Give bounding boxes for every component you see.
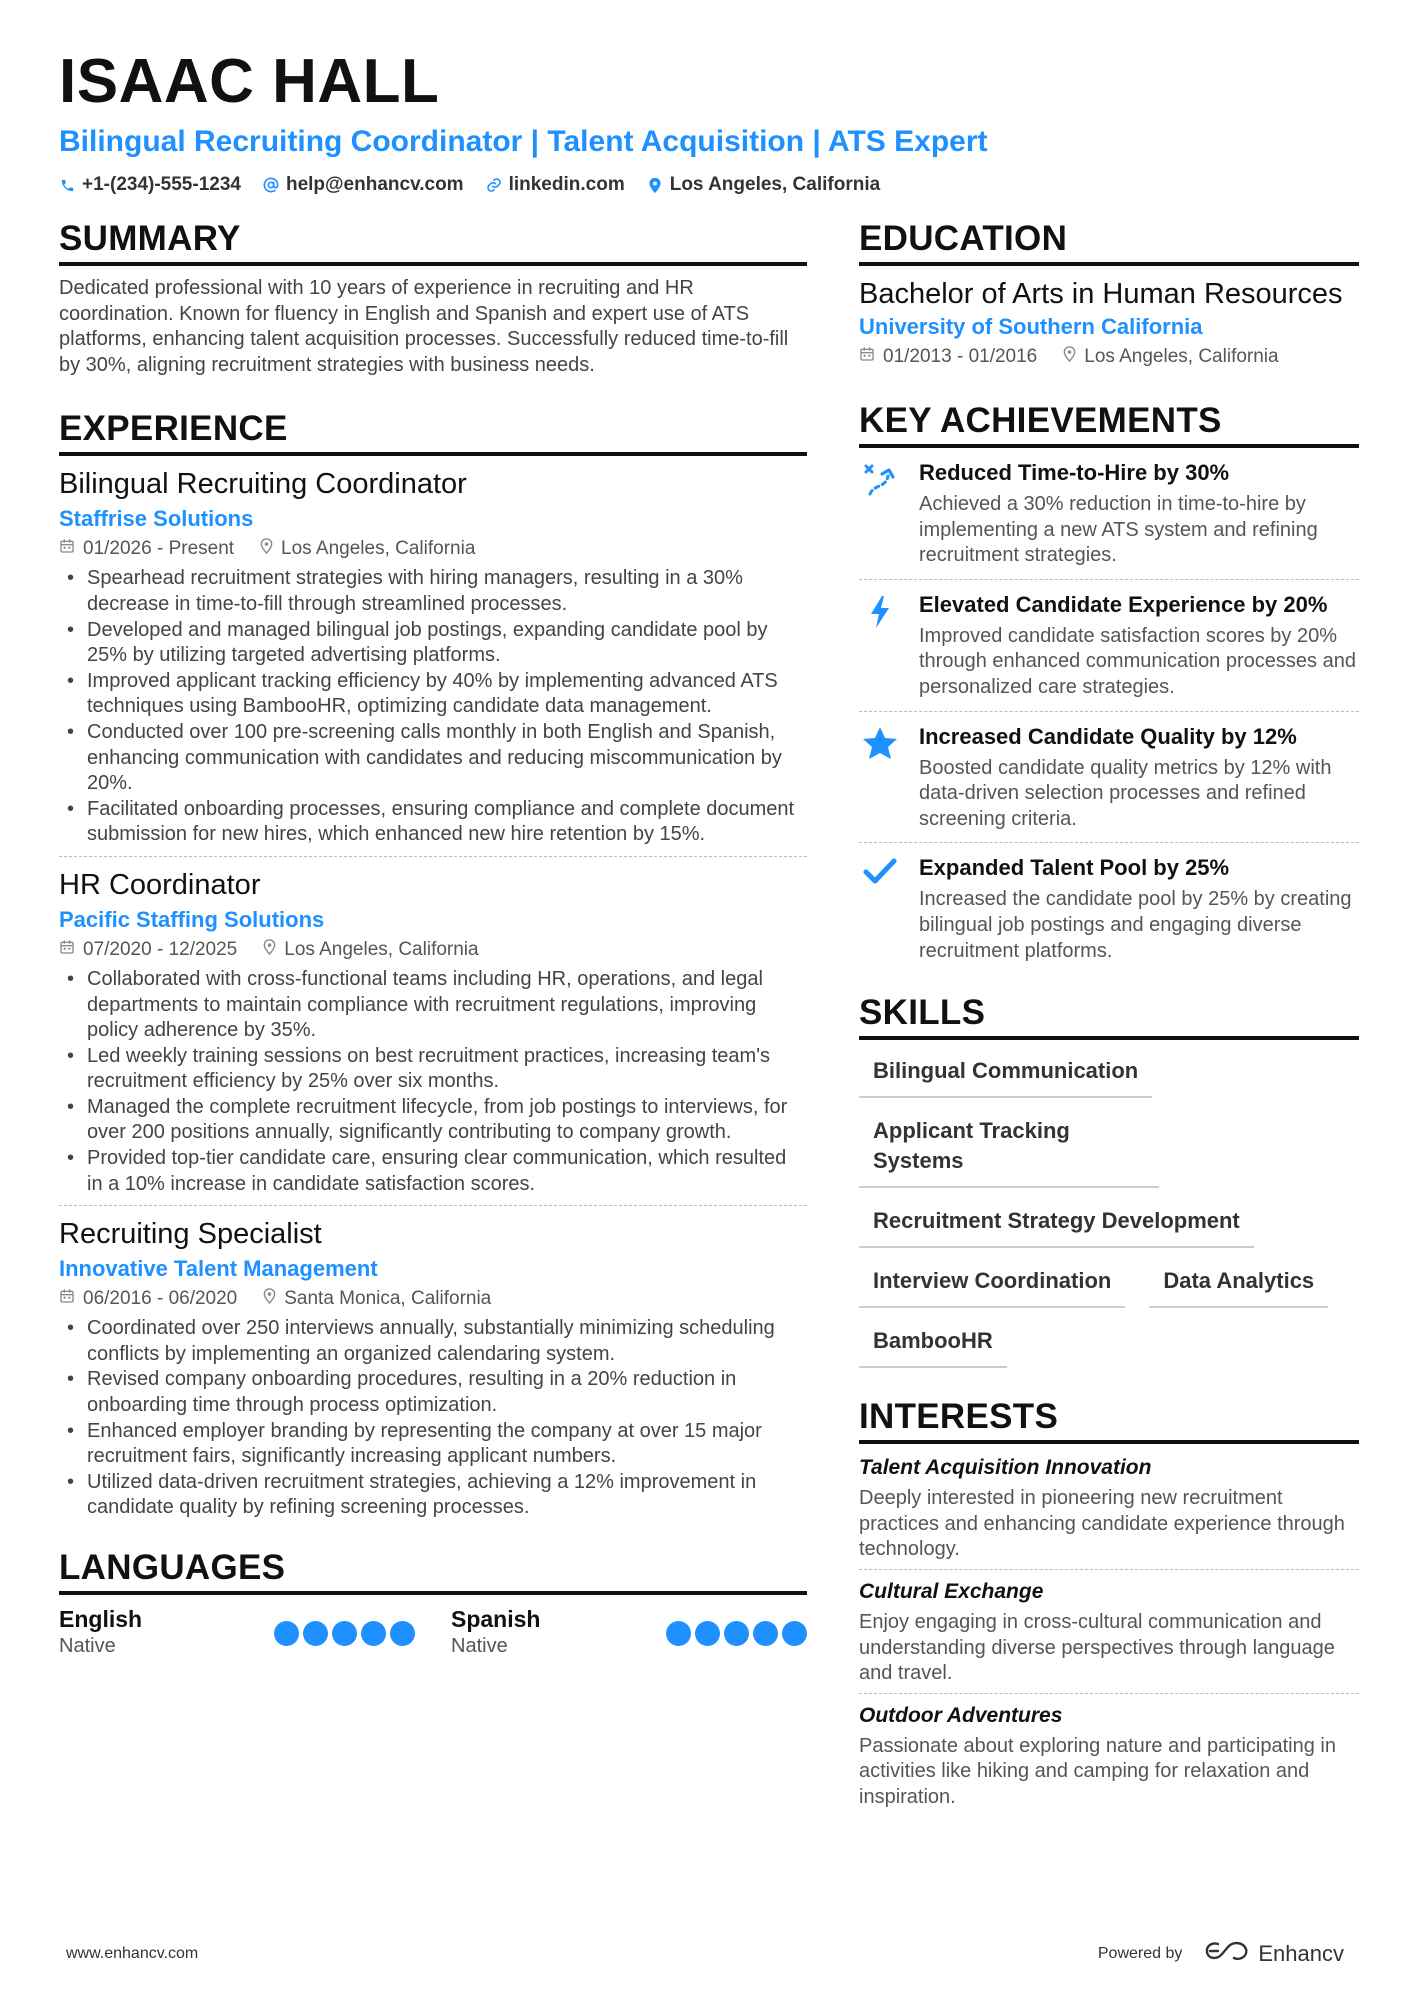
skills-heading: SKILLS bbox=[859, 992, 1359, 1040]
rating-dot bbox=[666, 1621, 691, 1646]
bullet-item: • Provided top-tier candidate care, ensuring clear communication, which resulted in a 10% increase in candidate satisfaction scores. bbox=[59, 1146, 807, 1197]
interest-item bbox=[859, 1578, 1359, 1687]
link-icon bbox=[486, 177, 502, 193]
job-bullets bbox=[59, 566, 807, 848]
calendar-icon bbox=[859, 344, 875, 370]
job-dates: 06/2016 - 06/2020 bbox=[59, 1286, 237, 1312]
job-bullets bbox=[59, 1316, 807, 1521]
summary-section bbox=[59, 218, 807, 378]
calendar-icon bbox=[59, 1286, 75, 1312]
achievement-item bbox=[859, 853, 1359, 964]
contact-bar bbox=[59, 174, 1359, 196]
candidate-name: ISAAC HALL bbox=[59, 47, 440, 116]
education-heading: EDUCATION bbox=[859, 218, 1359, 266]
job-location: Los Angeles, California bbox=[260, 536, 475, 562]
achievement-desc: Boosted candidate quality metrics by 12% with data-driven selection processes and refined screening criteria. bbox=[919, 756, 1332, 830]
divider bbox=[59, 856, 807, 857]
job-title: Recruiting Specialist bbox=[59, 1218, 322, 1251]
degree-title: Bachelor of Arts in Human Resources bbox=[859, 278, 1343, 310]
rating-dot bbox=[361, 1621, 386, 1646]
job-meta bbox=[59, 937, 807, 963]
contact-phone[interactable] bbox=[59, 174, 241, 196]
language-name: English bbox=[59, 1606, 143, 1632]
divider bbox=[859, 711, 1359, 712]
footer-website-link[interactable]: www.enhancv.com bbox=[66, 1945, 199, 1962]
job-title: Bilingual Recruiting Coordinator bbox=[59, 468, 467, 501]
bullet-item: • Managed the complete recruitment lifecycle, from job postings to interviews, for over 200 positions annually, significantly contributing to company growth. bbox=[59, 1095, 807, 1146]
job-title: HR Coordinator bbox=[59, 868, 261, 901]
rating-dot bbox=[274, 1621, 299, 1646]
rating-dot bbox=[303, 1621, 328, 1646]
experience-heading: EXPERIENCE bbox=[59, 408, 807, 456]
language-level: Native bbox=[451, 1635, 508, 1657]
job-meta bbox=[59, 1286, 807, 1312]
rating-dot bbox=[332, 1621, 357, 1646]
bullet-item: • Coordinated over 250 interviews annually, substantially minimizing scheduling conflicts by implementing an organized calendaring system. bbox=[59, 1316, 807, 1367]
achievement-desc: Increased the candidate pool by 25% by creating bilingual job postings and engaging diverse recruitment platforms. bbox=[919, 888, 1352, 962]
achievement-desc: Improved candidate satisfaction scores by 20% through enhanced communication processes and personalized care strategies. bbox=[919, 624, 1356, 698]
job-dates: 01/2026 - Present bbox=[59, 536, 234, 562]
divider bbox=[859, 842, 1359, 843]
brand-name: Enhancv bbox=[1258, 1941, 1344, 1966]
rating-dot bbox=[753, 1621, 778, 1646]
bullet-item: • Facilitated onboarding processes, ensuring compliance and complete document submission for new hires, which enhanced new hire retention by 15%. bbox=[59, 797, 807, 848]
bullet-item: • Revised company onboarding procedures, resulting in a 20% reduction in onboarding time through process optimization. bbox=[59, 1367, 807, 1418]
location-pin-icon bbox=[260, 536, 273, 562]
skill-list bbox=[859, 1050, 1359, 1368]
skill-tag: Interview Coordination bbox=[859, 1260, 1125, 1308]
bullet-item: • Enhanced employer branding by representing the company at over 15 major recruitment fairs, significantly increasing applicant numbers. bbox=[59, 1419, 807, 1470]
resume-header bbox=[59, 46, 1359, 196]
bullet-item: • Collaborated with cross-functional teams including HR, operations, and legal departments to maintain compliance with recruitment regulations, improving policy adherence by 35%. bbox=[59, 967, 807, 1044]
achievement-title: Increased Candidate Quality by 12% bbox=[919, 723, 1297, 749]
bullet-item: • Developed and managed bilingual job postings, expanding candidate pool by 25% by utilizing targeted advertising platforms. bbox=[59, 618, 807, 669]
candidate-title: Bilingual Recruiting Coordinator | Talent Acquisition | ATS Expert bbox=[59, 125, 988, 158]
language-level: Native bbox=[59, 1635, 116, 1657]
company-name: Pacific Staffing Solutions bbox=[59, 906, 325, 932]
interest-title: Cultural Exchange bbox=[859, 1579, 1044, 1603]
job-entry bbox=[59, 867, 807, 1197]
achievement-title: Expanded Talent Pool by 25% bbox=[919, 855, 1230, 881]
powered-by bbox=[1098, 1940, 1344, 1968]
divider bbox=[59, 1205, 807, 1206]
check-icon bbox=[859, 853, 901, 964]
lightning-icon bbox=[859, 590, 901, 701]
bullet-item: • Utilized data-driven recruitment strategies, achieving a 12% improvement in candidate quality by refining screening processes. bbox=[59, 1470, 807, 1521]
language-list bbox=[59, 1605, 807, 1659]
right-column bbox=[859, 218, 1359, 1810]
skill-tag: Data Analytics bbox=[1149, 1260, 1328, 1308]
interest-item bbox=[859, 1702, 1359, 1811]
education-dates: 01/2013 - 01/2016 bbox=[859, 344, 1037, 370]
bullet-item: • Led weekly training sessions on best recruitment practices, increasing team's recruitment efficiency by 25% over six months. bbox=[59, 1044, 807, 1095]
job-meta bbox=[59, 536, 807, 562]
job-entry bbox=[59, 1216, 807, 1521]
summary-text: Dedicated professional with 10 years of experience in recruiting and HR coordination. Known for fluency in English and Spanish and expert use of ATS platforms, enhancing talent acquisition processes. Successfully reduced time-to-fill by 30%, aligning recruitment strategies with business needs. bbox=[59, 277, 789, 376]
brand-logo[interactable] bbox=[1204, 1940, 1344, 1968]
achievement-item bbox=[859, 722, 1359, 833]
language-rating bbox=[666, 1621, 807, 1646]
phone-text: +1-(234)-555-1234 bbox=[82, 174, 241, 195]
education-meta bbox=[859, 344, 1359, 370]
location-text: Los Angeles, California bbox=[669, 174, 881, 195]
location-pin-icon bbox=[263, 1286, 276, 1312]
language-item bbox=[59, 1605, 415, 1659]
skills-section bbox=[859, 992, 1359, 1368]
achievement-title: Reduced Time-to-Hire by 30% bbox=[919, 460, 1230, 485]
calendar-icon bbox=[59, 536, 75, 562]
interest-title: Talent Acquisition Innovation bbox=[859, 1456, 1152, 1480]
divider bbox=[859, 1693, 1359, 1694]
skill-tag: Recruitment Strategy Development bbox=[859, 1200, 1254, 1248]
at-sign-icon bbox=[263, 177, 279, 193]
achievement-item bbox=[859, 590, 1359, 701]
contact-linkedin[interactable] bbox=[486, 174, 625, 196]
skill-tag: Bilingual Communication bbox=[859, 1050, 1152, 1098]
job-entry bbox=[59, 466, 807, 848]
achievement-item bbox=[859, 458, 1359, 569]
rating-dot bbox=[724, 1621, 749, 1646]
company-name: Staffrise Solutions bbox=[59, 506, 254, 532]
divider bbox=[859, 1569, 1359, 1570]
location-pin-icon bbox=[647, 177, 663, 193]
email-text: help@enhancv.com bbox=[285, 174, 464, 195]
languages-heading: LANGUAGES bbox=[59, 1547, 807, 1595]
location-pin-icon bbox=[1063, 344, 1076, 370]
divider bbox=[859, 579, 1359, 580]
linkedin-text: linkedin.com bbox=[508, 174, 625, 195]
bullet-item: • Improved applicant tracking efficiency by 40% by implementing advanced ATS techniques using BambooHR, optimizing candidate data management. bbox=[59, 669, 807, 720]
achievements-section bbox=[859, 400, 1359, 964]
interest-desc: Enjoy engaging in cross-cultural communication and understanding diverse perspectives through language and travel. bbox=[859, 1610, 1335, 1685]
location-pin-icon bbox=[263, 937, 276, 963]
interest-desc: Passionate about exploring nature and participating in activities like hiking and camping for relaxation and inspiration. bbox=[859, 1734, 1336, 1808]
languages-section bbox=[59, 1547, 807, 1659]
route-icon bbox=[859, 458, 901, 569]
job-location: Santa Monica, California bbox=[263, 1286, 491, 1312]
achievements-heading: KEY ACHIEVEMENTS bbox=[859, 400, 1359, 448]
language-rating bbox=[274, 1621, 415, 1646]
skill-tag: BambooHR bbox=[859, 1320, 1007, 1368]
achievement-title: Elevated Candidate Experience by 20% bbox=[919, 591, 1328, 617]
company-name: Innovative Talent Management bbox=[59, 1256, 378, 1282]
bullet-item: • Spearhead recruitment strategies with hiring managers, resulting in a 30% decrease in time-to-fill through streamlined processes. bbox=[59, 566, 807, 617]
language-item bbox=[451, 1605, 807, 1659]
interest-item bbox=[859, 1454, 1359, 1563]
job-dates: 07/2020 - 12/2025 bbox=[59, 937, 237, 963]
interest-desc: Deeply interested in pioneering new recruitment practices and enhancing candidate experience through technology. bbox=[859, 1487, 1345, 1561]
education-location: Los Angeles, California bbox=[1063, 344, 1278, 370]
interests-heading: INTERESTS bbox=[859, 1396, 1359, 1444]
job-location: Los Angeles, California bbox=[263, 937, 478, 963]
job-bullets bbox=[59, 967, 807, 1197]
education-section bbox=[859, 218, 1359, 370]
experience-section bbox=[59, 408, 807, 1521]
rating-dot bbox=[695, 1621, 720, 1646]
star-icon bbox=[859, 722, 901, 833]
calendar-icon bbox=[59, 937, 75, 963]
left-column bbox=[59, 218, 807, 1659]
contact-email[interactable] bbox=[263, 174, 464, 196]
rating-dot bbox=[390, 1621, 415, 1646]
skill-tag: Applicant Tracking Systems bbox=[859, 1110, 1159, 1188]
rating-dot bbox=[782, 1621, 807, 1646]
enhancv-logo-icon bbox=[1204, 1940, 1250, 1968]
school-name: University of Southern California bbox=[859, 314, 1203, 339]
powered-by-label: Powered by bbox=[1097, 1945, 1183, 1962]
interest-title: Outdoor Adventures bbox=[859, 1703, 1063, 1727]
summary-heading: SUMMARY bbox=[59, 218, 807, 266]
phone-icon bbox=[59, 177, 75, 193]
page-footer bbox=[66, 1940, 1344, 1968]
language-name: Spanish bbox=[451, 1606, 541, 1632]
contact-location bbox=[647, 174, 880, 196]
achievement-desc: Achieved a 30% reduction in time-to-hire by implementing a new ATS system and refining recruitment strategies. bbox=[919, 493, 1318, 567]
interests-section bbox=[859, 1396, 1359, 1810]
bullet-item: • Conducted over 100 pre-screening calls monthly in both English and Spanish, enhancing communication with candidates and reducing miscommunication by 20%. bbox=[59, 720, 807, 797]
